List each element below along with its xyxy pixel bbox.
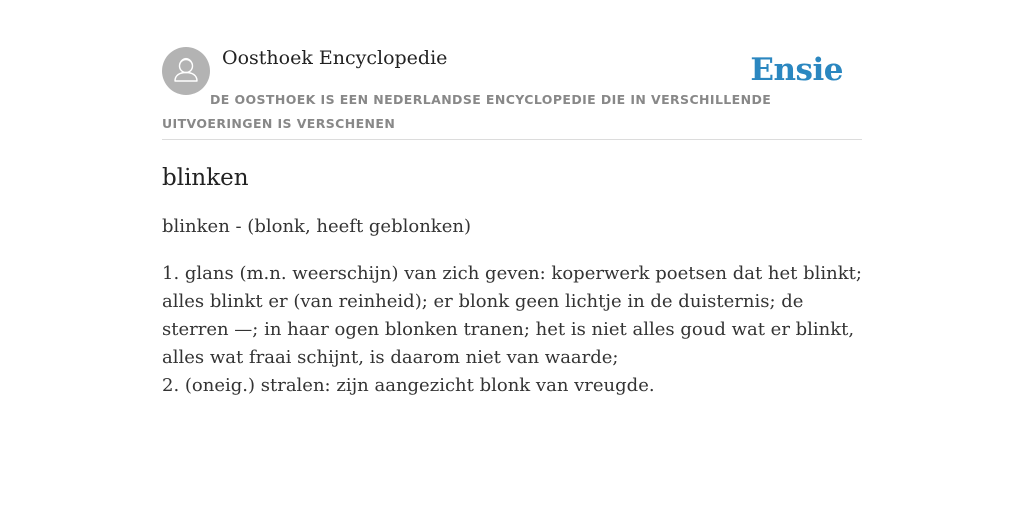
entry-headword: blinken [162, 165, 249, 191]
definition-item: 2. (oneig.) stralen: zijn aangezicht blonk van vreugde. [162, 375, 655, 396]
definition-item: 1. glans (m.n. weerschijn) van zich geven: koperwerk poetsen dat het blinkt; alles blinkt er (van reinheid); er blonk geen lichtje in de duisternis; de sterren —; in haar ogen blonken tranen; het is niet alles goud wat er blinkt, alles wat fraai schijnt, is daarom niet van waarde; [162, 263, 862, 368]
entry-content [162, 160, 862, 400]
entry-grammar-line: blinken - (blonk, heeft geblonken) [162, 216, 471, 237]
ensie-logo-link[interactable]: Ensie [750, 52, 843, 88]
source-tagline: DE OOSTHOEK IS EEN NEDERLANDSE ENCYCLOPEDIE DIE IN VERSCHILLENDE UITVOERINGEN IS VERSCHENEN [162, 92, 772, 131]
source-name[interactable]: Oosthoek Encyclopedie [222, 47, 448, 69]
entry-definitions [162, 260, 862, 400]
source-header [162, 46, 862, 140]
